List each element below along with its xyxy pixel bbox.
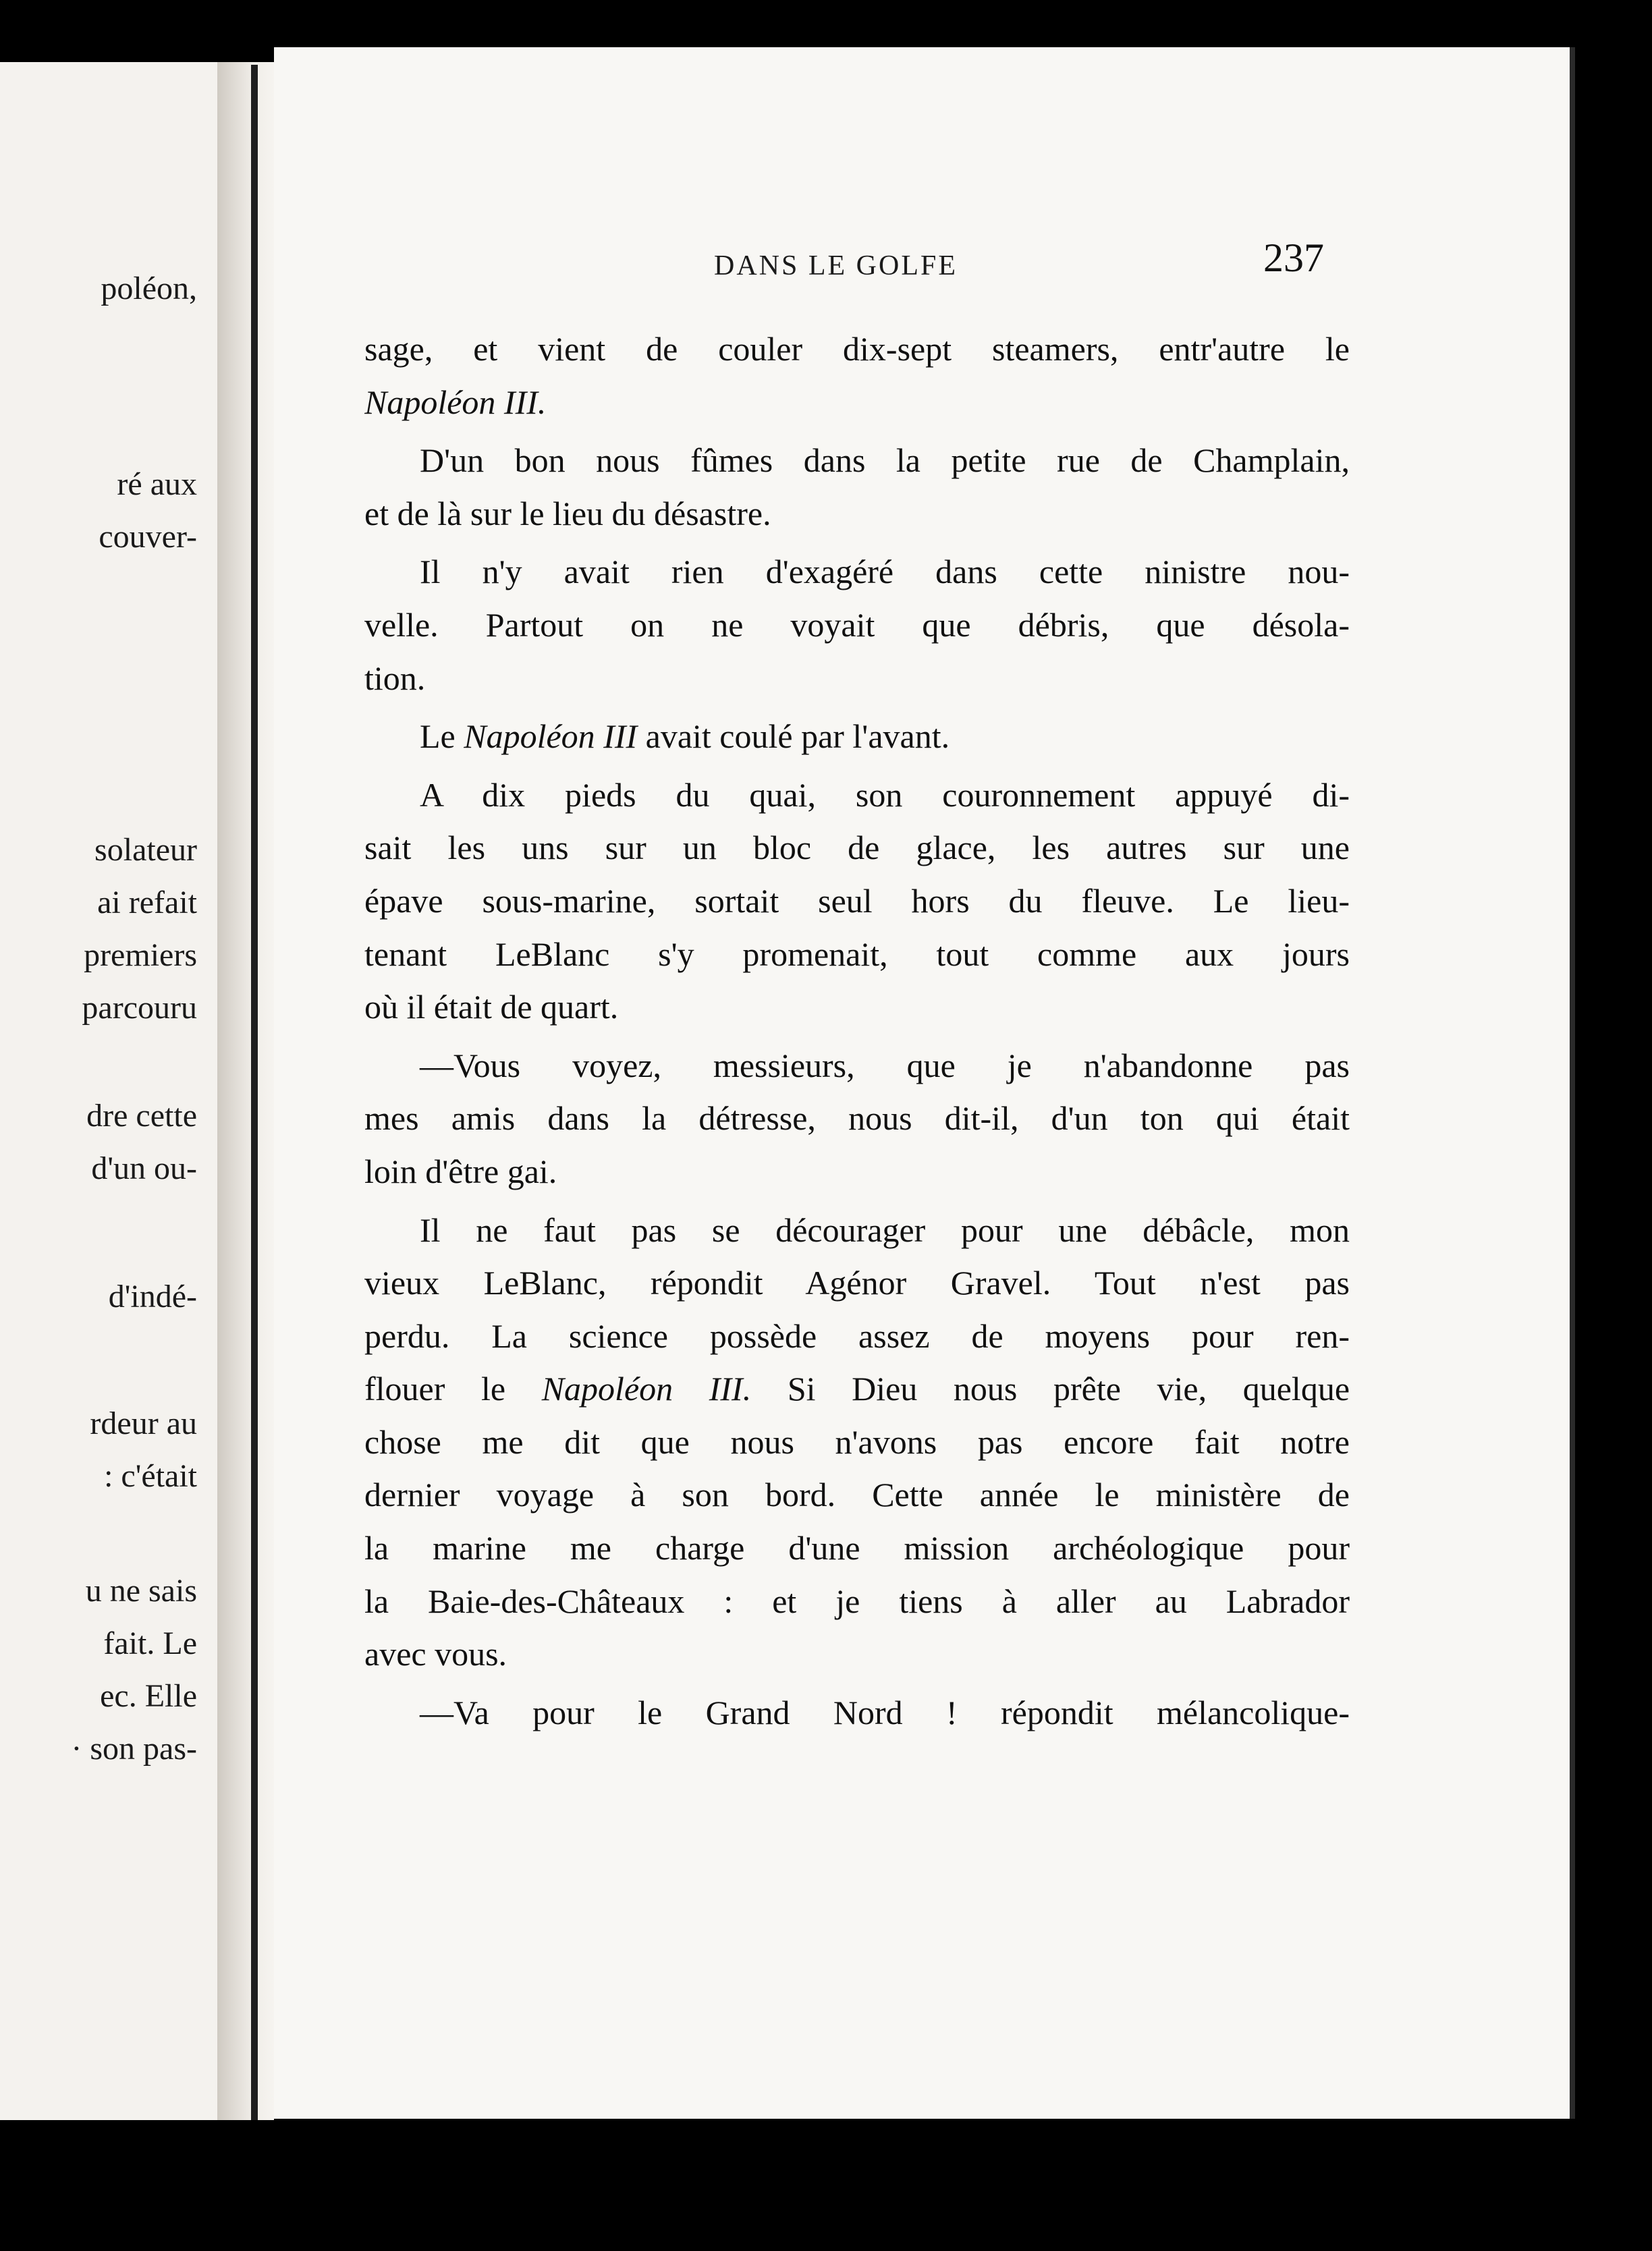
text-line: Napoléon III. [364, 383, 547, 421]
page-number: 237 [1263, 235, 1324, 280]
left-page-fragment: ré aux [117, 466, 197, 502]
text-line: épave sous-marine, sortait seul hors du fleuve. Le lieu- [364, 881, 1350, 920]
running-head: DANS LE GOLFE [714, 250, 958, 281]
previous-page-strip [0, 62, 217, 2120]
paragraph-gap [364, 1034, 1350, 1039]
paragraph-gap [364, 1681, 1350, 1686]
text-line: sait les uns sur un bloc de glace, les autres sur une [364, 829, 1350, 867]
left-page-fragment: parcouru [82, 990, 197, 1026]
text-run: Si Dieu nous prête vie, quelque [751, 1370, 1350, 1408]
text-line: sage, et vient de couler dix-sept steamers, entr'autre le [364, 330, 1350, 368]
text-line: —Vous voyez, messieurs, que je n'abandonne pas [420, 1046, 1350, 1084]
paragraph-gap [364, 704, 1350, 710]
text-line: où il était de quart. [364, 988, 619, 1026]
left-page-fragment: d'un ou- [91, 1150, 197, 1186]
text-line: perdu. La science possède assez de moyens pour ren- [364, 1316, 1350, 1355]
text-line: A dix pieds du quai, son couronnement appuyé di- [420, 775, 1350, 814]
left-page-fragment: ai refait [97, 885, 197, 920]
text-line: avec vous. [364, 1635, 507, 1673]
book-gutter [217, 62, 274, 2120]
text-run: flouer le [364, 1370, 542, 1408]
paragraph-gap [364, 1198, 1350, 1204]
text-line: velle. Partout on ne voyait que débris, que désola- [364, 605, 1350, 644]
text-line: loin d'être gai. [364, 1152, 557, 1190]
italic-title: Napoléon III [464, 717, 638, 756]
left-page-fragment: solateur [94, 832, 197, 868]
text-line: dernier voyage à son bord. Cette année le ministère de [364, 1476, 1350, 1514]
text-line: chose me dit que nous n'avons pas encore fait notre [364, 1422, 1350, 1461]
text-line: D'un bon nous fûmes dans la petite rue de Champlain, [420, 441, 1350, 480]
left-page-fragment: u ne sais [85, 1573, 197, 1609]
paragraph-gap [364, 428, 1350, 434]
text-line: la marine me charge d'une mission archéologique pour [364, 1529, 1350, 1567]
text-line: et de là sur le lieu du désastre. [364, 494, 771, 532]
left-page-fragment: poléon, [101, 271, 197, 306]
left-page-fragment: ec. Elle [100, 1678, 197, 1714]
page-edge [1570, 47, 1575, 2119]
paragraph-gap [364, 763, 1350, 769]
text-line: —Va pour le Grand Nord ! répondit mélancolique- [420, 1693, 1350, 1731]
text-line: Il n'y avait rien d'exagéré dans cette ninistre nou- [420, 553, 1350, 591]
left-page-fragment: : c'était [104, 1458, 197, 1494]
text-line: vieux LeBlanc, répondit Agénor Gravel. Tout n'est pas [364, 1264, 1350, 1302]
text-line: tion. [364, 659, 426, 697]
text-run: Le [420, 717, 464, 756]
left-page-fragment: rdeur au [90, 1406, 197, 1441]
gutter-shadow-line [251, 65, 258, 2120]
paragraph-gap [364, 540, 1350, 545]
text-line: mes amis dans la détresse, nous dit-il, d'un ton qui était [364, 1099, 1350, 1138]
text-line [364, 1362, 1350, 1416]
italic-title: Napoléon III. [541, 1370, 752, 1408]
left-page-fragment: dre cette [86, 1098, 197, 1134]
left-page-fragment: · son pas- [71, 1731, 197, 1767]
left-page-fragment: premiers [84, 937, 197, 973]
text-line: la Baie-des-Châteaux : et je tiens à aller au Labrador [364, 1582, 1350, 1620]
text-line: Il ne faut pas se décourager pour une débâcle, mon [420, 1211, 1350, 1249]
text-line: tenant LeBlanc s'y promenait, tout comme aux jours [364, 935, 1350, 973]
left-page-fragment: fait. Le [103, 1625, 197, 1661]
text-run: avait coulé par l'avant. [637, 717, 950, 756]
text-line [364, 710, 1350, 763]
left-page-fragment: couver- [99, 519, 197, 555]
body-text [364, 323, 1350, 1739]
left-page-fragment: d'indé- [108, 1279, 197, 1314]
